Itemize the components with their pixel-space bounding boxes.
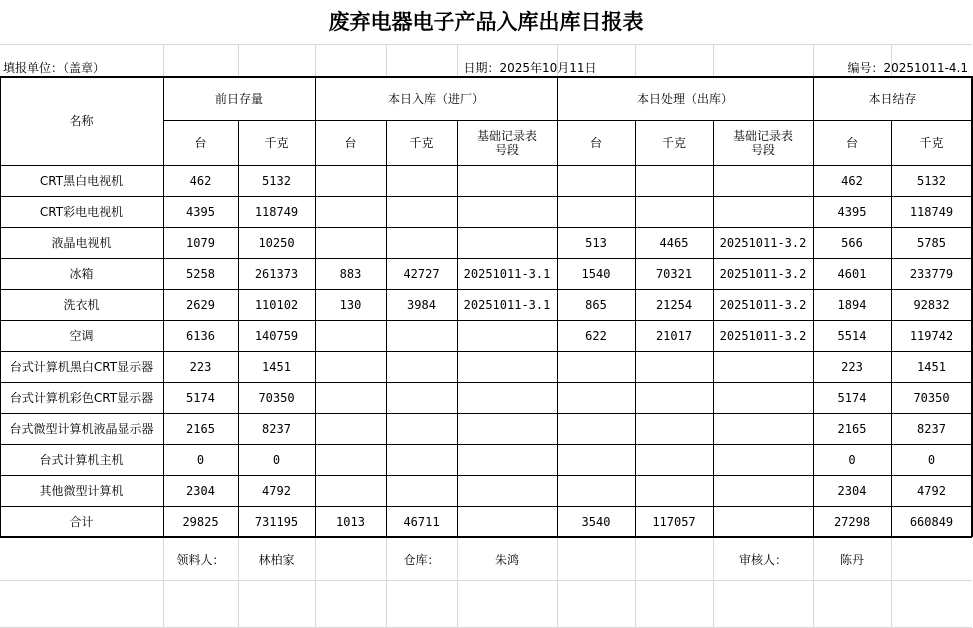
cell-prev-tai[interactable]: 5258 xyxy=(186,267,215,281)
cell-end-kg[interactable]: 0 xyxy=(927,453,936,467)
cell-in-rec[interactable] xyxy=(457,476,557,506)
cell-out-kg[interactable] xyxy=(635,445,713,475)
cell-out-tai[interactable]: 3540 xyxy=(581,515,611,529)
warehouse-name[interactable]: 朱鸿 xyxy=(494,553,519,567)
cell-prev-kg[interactable]: 110102 xyxy=(254,298,299,312)
subheader-tai[interactable]: 台 xyxy=(194,136,207,150)
cell-prev-tai[interactable]: 2165 xyxy=(186,422,215,436)
cell-end-kg[interactable]: 8237 xyxy=(917,422,946,436)
cell-in-tai[interactable]: 883 xyxy=(339,267,362,281)
cell-end-kg[interactable]: 92832 xyxy=(913,298,950,312)
cell-prev-tai[interactable]: 6136 xyxy=(186,329,215,343)
cell-prev-kg[interactable]: 731195 xyxy=(254,515,299,529)
cell-end-tai[interactable]: 4395 xyxy=(837,205,867,219)
cell-in-kg[interactable] xyxy=(386,228,457,258)
row-name[interactable]: 空调 xyxy=(69,329,94,343)
report-title[interactable]: 废弃电器电子产品入库出库日报表 xyxy=(328,9,644,34)
cell-out-kg[interactable] xyxy=(635,166,713,196)
grid-line xyxy=(315,537,316,628)
row-name[interactable]: 冰箱 xyxy=(69,267,94,281)
cell-in-kg[interactable] xyxy=(386,352,457,382)
cell-out-kg[interactable] xyxy=(635,414,713,444)
cell-prev-tai[interactable]: 223 xyxy=(189,360,212,374)
cell-out-kg[interactable]: 4465 xyxy=(659,236,689,250)
cell-in-rec[interactable] xyxy=(457,352,557,382)
grid-line xyxy=(315,44,316,76)
cell-out-tai[interactable]: 865 xyxy=(585,298,607,312)
cell-end-tai[interactable]: 566 xyxy=(841,236,863,250)
cell-end-tai[interactable]: 5514 xyxy=(837,329,867,343)
header-ending-stock[interactable]: 本日结存 xyxy=(868,91,917,106)
cell-prev-tai[interactable]: 1079 xyxy=(186,236,215,250)
cell-in-kg[interactable] xyxy=(386,445,457,475)
cell-in-tai[interactable] xyxy=(315,383,386,413)
row-name[interactable]: 液晶电视机 xyxy=(51,236,112,250)
cell-out-rec[interactable] xyxy=(713,445,813,475)
subheader-kg[interactable]: 千克 xyxy=(264,136,289,150)
warehouse-label[interactable]: 仓库： xyxy=(403,553,440,567)
cell-out-rec[interactable] xyxy=(713,414,813,444)
grid-line xyxy=(891,537,892,628)
cell-prev-tai[interactable]: 2629 xyxy=(186,298,215,312)
cell-end-kg[interactable]: 660849 xyxy=(909,515,954,529)
cell-in-kg[interactable]: 3984 xyxy=(407,298,436,312)
cell-out-kg[interactable]: 117057 xyxy=(652,515,696,529)
receiver-label[interactable]: 领料人： xyxy=(176,553,225,567)
cell-out-rec[interactable]: 20251011-3.2 xyxy=(719,298,807,312)
cell-in-tai[interactable] xyxy=(315,228,386,258)
row-name[interactable]: 台式计算机主机 xyxy=(39,453,124,467)
cell-in-rec[interactable] xyxy=(457,228,557,258)
cell-prev-kg[interactable]: 0 xyxy=(272,453,281,467)
reviewer-name[interactable]: 陈丹 xyxy=(839,553,864,567)
header-name[interactable]: 名称 xyxy=(69,114,94,128)
cell-out-tai[interactable]: 1540 xyxy=(581,267,611,281)
cell-out-kg[interactable]: 21017 xyxy=(655,329,693,343)
fill-unit-label[interactable]: 填报单位：（盖章） xyxy=(3,60,106,75)
cell-prev-tai[interactable]: 5174 xyxy=(186,391,215,405)
cell-out-kg[interactable]: 70321 xyxy=(655,267,693,281)
row-name[interactable]: CRT彩电电视机 xyxy=(39,205,124,219)
cell-out-tai[interactable] xyxy=(557,383,635,413)
cell-prev-kg[interactable]: 1451 xyxy=(262,360,291,374)
cell-in-kg[interactable] xyxy=(386,383,457,413)
subheader-tai[interactable]: 台 xyxy=(589,136,602,150)
cell-prev-tai[interactable]: 4395 xyxy=(186,205,215,219)
cell-out-kg[interactable] xyxy=(635,383,713,413)
cell-in-tai[interactable] xyxy=(315,476,386,506)
cell-in-tai[interactable] xyxy=(315,445,386,475)
cell-out-kg[interactable] xyxy=(635,352,713,382)
cell-prev-tai[interactable]: 29825 xyxy=(182,515,219,529)
cell-in-rec[interactable] xyxy=(457,383,557,413)
row-name[interactable]: 台式微型计算机液晶显示器 xyxy=(9,422,154,436)
cell-in-tai[interactable] xyxy=(315,352,386,382)
cell-in-rec[interactable] xyxy=(457,507,557,537)
cell-prev-kg[interactable]: 8237 xyxy=(262,422,291,436)
report-date[interactable]: 日期：2025年10月11日 xyxy=(463,60,597,75)
cell-end-tai[interactable]: 1894 xyxy=(837,298,867,312)
cell-in-rec[interactable]: 20251011-3.1 xyxy=(463,267,551,281)
cell-out-rec[interactable] xyxy=(713,166,813,196)
cell-in-kg[interactable] xyxy=(386,476,457,506)
cell-in-kg[interactable] xyxy=(386,166,457,196)
cell-out-rec[interactable]: 20251011-3.2 xyxy=(719,236,807,250)
cell-out-kg[interactable]: 21254 xyxy=(655,298,693,312)
cell-prev-tai[interactable]: 0 xyxy=(196,453,205,467)
cell-prev-tai[interactable]: 2304 xyxy=(186,484,215,498)
cell-end-tai[interactable]: 462 xyxy=(841,174,863,188)
cell-out-tai[interactable] xyxy=(557,476,635,506)
cell-end-kg[interactable]: 119742 xyxy=(909,329,954,343)
cell-in-rec[interactable] xyxy=(457,321,557,351)
header-inbound[interactable]: 本日入库（进厂） xyxy=(387,91,484,106)
cell-in-rec[interactable] xyxy=(457,414,557,444)
cell-end-tai[interactable]: 0 xyxy=(848,453,856,467)
reviewer-label[interactable]: 审核人： xyxy=(738,553,787,567)
receiver-name[interactable]: 林柏家 xyxy=(258,553,295,567)
cell-prev-kg[interactable]: 10250 xyxy=(258,236,295,250)
cell-out-rec[interactable] xyxy=(713,383,813,413)
subheader-tai[interactable]: 台 xyxy=(344,136,357,150)
cell-in-tai[interactable] xyxy=(315,414,386,444)
grid-line xyxy=(0,44,972,45)
cell-end-tai[interactable]: 2304 xyxy=(837,484,867,498)
cell-out-rec[interactable] xyxy=(713,197,813,227)
cell-out-tai[interactable]: 513 xyxy=(585,236,607,250)
subheader-tai[interactable]: 台 xyxy=(845,136,858,150)
cell-prev-kg[interactable]: 261373 xyxy=(254,267,299,281)
subheader-record[interactable]: 基础记录表 号段 xyxy=(732,129,793,157)
cell-out-tai[interactable] xyxy=(557,166,635,196)
cell-in-tai[interactable]: 1013 xyxy=(336,515,365,529)
cell-out-tai[interactable] xyxy=(557,414,635,444)
cell-end-tai[interactable]: 2165 xyxy=(837,422,867,436)
header-prev-stock[interactable]: 前日存量 xyxy=(214,91,263,106)
cell-in-rec[interactable] xyxy=(457,197,557,227)
cell-in-tai[interactable] xyxy=(315,321,386,351)
cell-prev-kg[interactable]: 5132 xyxy=(262,174,291,188)
cell-prev-kg[interactable]: 70350 xyxy=(258,391,295,405)
cell-in-kg[interactable] xyxy=(386,197,457,227)
grid-line xyxy=(386,44,387,76)
cell-out-rec[interactable]: 20251011-3.2 xyxy=(719,329,807,343)
cell-out-tai[interactable] xyxy=(557,445,635,475)
cell-in-kg[interactable] xyxy=(386,321,457,351)
row-name[interactable]: 台式计算机彩色CRT显示器 xyxy=(9,391,154,405)
report-serial[interactable]: 编号：20251011-4.1 xyxy=(847,60,968,75)
cell-end-kg[interactable]: 118749 xyxy=(909,205,954,219)
cell-end-kg[interactable]: 4792 xyxy=(917,484,946,498)
cell-end-tai[interactable]: 4601 xyxy=(837,267,867,281)
cell-out-kg[interactable] xyxy=(635,197,713,227)
subheader-kg[interactable]: 千克 xyxy=(409,136,434,150)
row-name[interactable]: 洗衣机 xyxy=(63,298,100,312)
row-name[interactable]: CRT黑白电视机 xyxy=(39,174,124,188)
grid-line xyxy=(557,537,558,628)
grid-line xyxy=(0,580,972,581)
cell-in-kg[interactable] xyxy=(386,414,457,444)
cell-out-rec[interactable] xyxy=(713,507,813,537)
cell-in-rec[interactable] xyxy=(457,166,557,196)
cell-in-kg[interactable]: 42727 xyxy=(403,267,440,281)
cell-out-rec[interactable] xyxy=(713,476,813,506)
cell-prev-kg[interactable]: 140759 xyxy=(254,329,299,343)
header-processed[interactable]: 本日处理（出库） xyxy=(636,91,733,106)
cell-out-kg[interactable] xyxy=(635,476,713,506)
subheader-kg[interactable]: 千克 xyxy=(661,136,686,150)
cell-in-tai[interactable]: 130 xyxy=(339,298,362,312)
cell-in-kg[interactable]: 46711 xyxy=(403,515,440,529)
cell-end-tai[interactable]: 223 xyxy=(841,360,863,374)
cell-out-tai[interactable] xyxy=(557,197,635,227)
cell-out-tai[interactable] xyxy=(557,352,635,382)
cell-in-rec[interactable]: 20251011-3.1 xyxy=(463,298,551,312)
cell-prev-kg[interactable]: 118749 xyxy=(254,205,299,219)
cell-in-tai[interactable] xyxy=(315,166,386,196)
cell-end-tai[interactable]: 27298 xyxy=(833,515,871,529)
grid-line xyxy=(713,44,714,76)
cell-end-kg[interactable]: 5785 xyxy=(917,236,946,250)
grid-line xyxy=(635,537,636,628)
subheader-kg[interactable]: 千克 xyxy=(919,136,944,150)
cell-prev-tai[interactable]: 462 xyxy=(189,174,212,188)
cell-end-kg[interactable]: 70350 xyxy=(913,391,950,405)
row-name[interactable]: 合计 xyxy=(69,515,94,529)
cell-end-tai[interactable]: 5174 xyxy=(837,391,867,405)
cell-end-kg[interactable]: 1451 xyxy=(917,360,946,374)
cell-out-rec[interactable] xyxy=(713,352,813,382)
cell-end-kg[interactable]: 5132 xyxy=(917,174,946,188)
cell-in-rec[interactable] xyxy=(457,445,557,475)
cell-in-tai[interactable] xyxy=(315,197,386,227)
cell-out-rec[interactable]: 20251011-3.2 xyxy=(719,267,807,281)
cell-prev-kg[interactable]: 4792 xyxy=(262,484,291,498)
row-name[interactable]: 台式计算机黑白CRT显示器 xyxy=(9,360,154,374)
cell-out-tai[interactable]: 622 xyxy=(585,329,607,343)
row-name[interactable]: 其他微型计算机 xyxy=(39,484,124,498)
cell-end-kg[interactable]: 233779 xyxy=(909,267,954,281)
subheader-record[interactable]: 基础记录表 号段 xyxy=(476,129,537,157)
